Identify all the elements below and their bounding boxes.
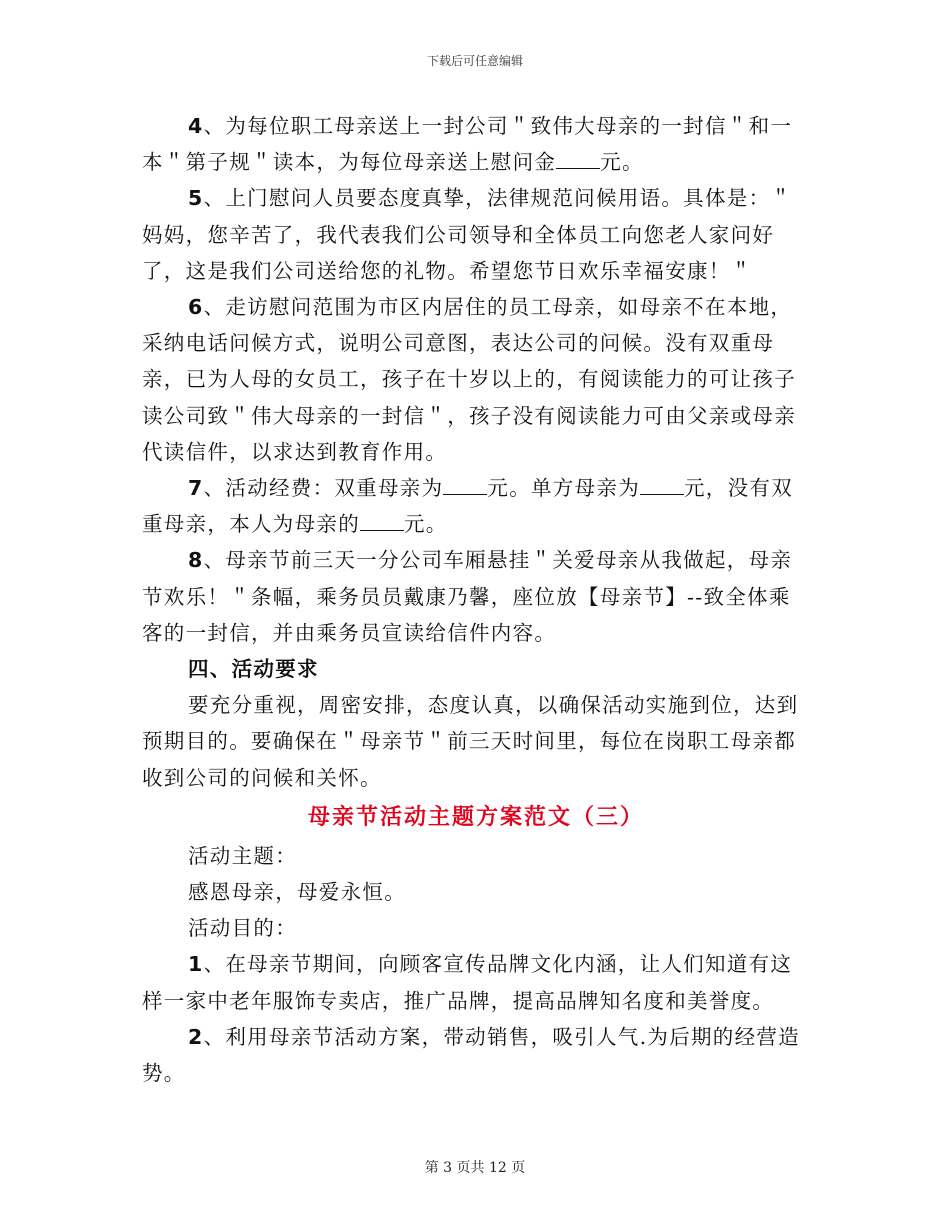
- list-item-6: [142, 289, 810, 470]
- document-body: [142, 108, 810, 1091]
- item-text: 、上门慰问人员要态度真挚，法律规范问候用语。具体是：＂妈妈，您辛苦了，我代表我们公司领导和全体员工向您老人家问好了，这是我们公司送给您的礼物。希望您节日欢乐幸福安康！＂: [142, 186, 793, 283]
- list-item-5: [142, 180, 810, 289]
- item-number: 7: [188, 476, 204, 501]
- item-text: 、利用母亲节活动方案，带动销售，吸引人气.为后期的经营造势。: [142, 1024, 800, 1086]
- purpose-label: 活动目的：: [188, 916, 297, 941]
- blank-field: [640, 476, 684, 495]
- item-text-part: 、活动经费：双重母亲为: [203, 476, 444, 501]
- item-text-part: 元，没有双重母亲，本人为母亲的: [142, 476, 793, 537]
- blank-field: [556, 150, 600, 169]
- item-text-part: 元。单方母亲为: [487, 476, 640, 501]
- item-text: 、为每位职工母亲送上一封公司＂致伟大母亲的一封信＂和一本＂第子规＂读本，为每位母亲送上慰问金: [142, 114, 793, 175]
- item-text: 、母亲节前三天一分公司车厢悬挂＂关爱母亲从我做起，母亲节欢乐！＂条幅，乘务员员戴康乃馨，座位放【母亲节】--致全体乘客的一封信，并由乘务员宣读给信件内容。: [142, 548, 793, 645]
- item-number: 6: [188, 295, 204, 320]
- section-heading: 四、活动要求: [188, 657, 319, 682]
- blank-field: [443, 476, 487, 495]
- purpose-item-1: [142, 946, 810, 1018]
- purpose-item-2: [142, 1019, 810, 1091]
- blank-field: [360, 512, 404, 531]
- item-number: 5: [188, 186, 204, 211]
- item-text-part: 元。: [404, 512, 448, 537]
- item-number: 4: [188, 114, 204, 138]
- page-footer: 第 3 页共 12 页: [424, 1160, 526, 1176]
- theme-text: 感恩母亲，母爱永恒。: [188, 880, 406, 905]
- item-text-tail: 元。: [600, 150, 644, 175]
- section-paragraph: 要充分重视，周密安排，态度认真，以确保活动实施到位，达到预期目的。要确保在＂母亲节＂前三天时间里，每位在岗职工母亲都收到公司的问候和关怀。: [142, 693, 799, 790]
- list-item-7: [142, 470, 810, 542]
- list-item-4: [142, 108, 810, 180]
- page-header: 下载后可任意编辑: [426, 54, 523, 68]
- document-title: 母亲节活动主题方案范文（三）: [307, 803, 644, 830]
- item-text: 、走访慰问范围为市区内居住的员工母亲，如母亲不在本地，采纳电话问候方式，说明公司意图，表达公司的问候。没有双重母亲，已为人母的女员工，孩子在十岁以上的，有阅读能力的可让孩子读公司致＂伟大母亲的一封信＂，孩子没有阅读能力可由父亲或母亲代读信件，以求达到教育作用。: [142, 295, 796, 464]
- item-number: 2: [188, 1024, 204, 1049]
- theme-label: 活动主题：: [188, 843, 297, 868]
- item-number: 1: [188, 952, 204, 977]
- list-item-8: [142, 542, 810, 651]
- item-text: 、在母亲节期间，向顾客宣传品牌文化内涵，让人们知道有这样一家中老年服饰专卖店，推广品牌，提高品牌知名度和美誉度。: [142, 952, 793, 1013]
- item-number: 8: [188, 548, 204, 573]
